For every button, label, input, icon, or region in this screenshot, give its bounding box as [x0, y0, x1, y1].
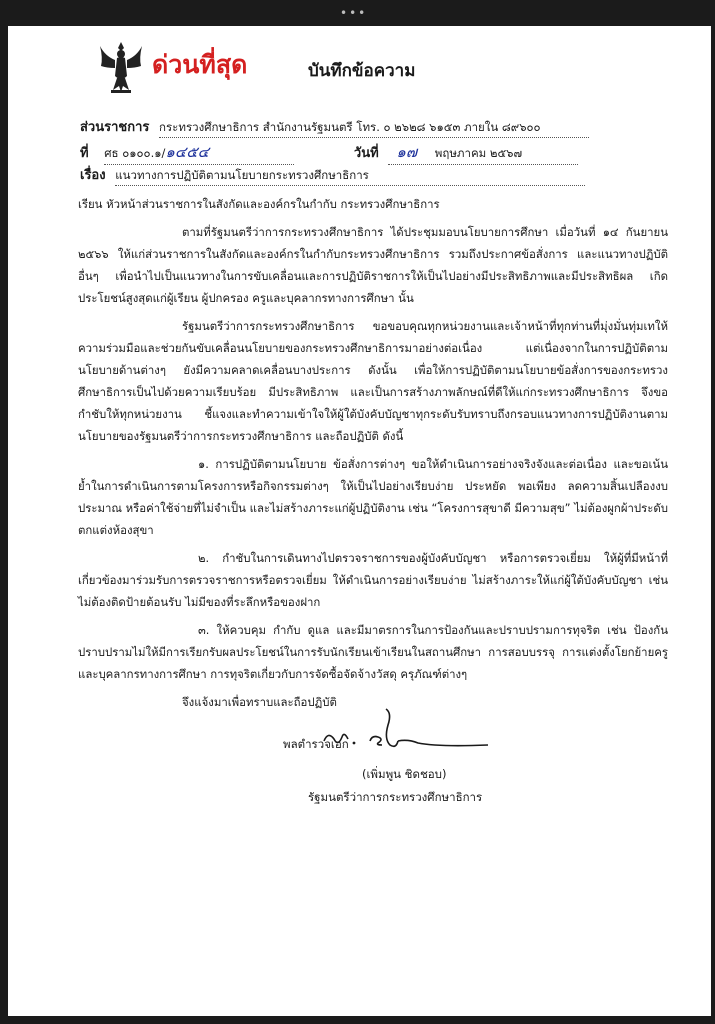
agency-row: [80, 116, 589, 138]
paragraph-item-1: ๑. การปฏิบัติตามนโยบาย ข้อสั่งการต่างๆ ขอให้ดำเนินการอย่างจริงจังและต่อเนื่อง และขอเน้นย้ำในการดำเนินการตามโครงการหรือกิจกรรมต่างๆ ให้เป็นไปอย่างเรียบง่าย ประหยัด พอเพียง ลดความสิ้นเปลืองงบประมาณ หรือค่าใช้จ่ายที่ไม่จำเป็น และไม่สร้างภาระแก่ผู้ปฏิบัติงาน เช่น “โครงการสุขาดี มีความสุข” ไม่ต้องผูกผ้าประดับตกแต่งห้องสุขา: [78, 457, 668, 537]
signatory-position: รัฐมนตรีว่าการกระทรวงศึกษาธิการ: [308, 790, 483, 804]
ref-handwritten: ๑๔๕๔: [165, 143, 209, 161]
handwritten-signature: [318, 705, 498, 755]
subject-label: เรื่อง: [80, 168, 106, 183]
viewer-top-bar: [0, 0, 715, 26]
agency-label: ส่วนราชการ: [80, 120, 150, 135]
agency-value: กระทรวงศึกษาธิการ สำนักงานรัฐมนตรี โทร. ๐ ๒๖๒๘ ๖๑๕๓ ภายใน ๘๙๖๐๐: [159, 119, 589, 138]
more-options-icon[interactable]: •••: [340, 6, 368, 20]
date-label: วันที่: [353, 146, 379, 161]
memo-body: [78, 193, 668, 719]
urgency-stamp: ด่วนที่สุด: [152, 50, 248, 79]
subject-value: แนวทางการปฏิบัติตามนโยบายกระทรวงศึกษาธิการ: [115, 167, 585, 186]
paragraph-2: รัฐมนตรีว่าการกระทรวงศึกษาธิการ ขอขอบคุณทุกหน่วยงานและเจ้าหน้าที่ทุกท่านที่มุ่งมั่นทุ่มเทให้ความร่วมมือและช่วยกันขับเคลื่อนนโยบายของกระทรวงศึกษาธิการมาอย่างต่อเนื่อง แต่เนื่องจากในการปฏิบัติตามนโยบายด้านต่างๆ ยังมีความคลาดเคลื่อนบางประการ ดังนั้น เพื่อให้การปฏิบัติตามนโยบายข้อสั่งการของกระทรวงศึกษาธิการเป็นไปด้วยความเรียบร้อย มีประสิทธิภาพ และเป็นการสร้างภาพลักษณ์ที่ดีให้แก่กระทรวงศึกษาธิการ จึงขอกำชับให้ทุกหน่วยงาน ชี้แจงและทำความเข้าใจให้ผู้ใต้บังคับบัญชาทุกระดับรับทราบถึงกรอบแนวทางการปฏิบัติงานตามนโยบายของรัฐมนตรีว่าการกระทรวงศึกษาธิการ และถือปฏิบัติ ดังนี้: [78, 319, 668, 443]
garuda-emblem-icon: [97, 38, 145, 96]
signatory-name: (เพิ่มพูน ชิดชอบ): [362, 767, 447, 781]
paragraph-1: ตามที่รัฐมนตรีว่าการกระทรวงศึกษาธิการ ได้ประชุมมอบนโยบายการศึกษา เมื่อวันที่ ๑๔ กันยายน ๒๕๖๖ ให้แก่ส่วนราชการในสังกัดและองค์กรในกำกับกระทรวงศึกษาธิการ รวมถึงประกาศข้อสั่งการ และแนวทางปฏิบัติอื่นๆ เพื่อนำไปเป็นแนวทางในการขับเคลื่อนและการปฏิบัติราชการให้เป็นไปอย่างมีประสิทธิภาพและมีประสิทธิผล เกิดประโยชน์สูงสุดแก่ผู้เรียน ผู้ปกครอง ครูและบุคลากรทางการศึกษา นั้น: [78, 225, 668, 305]
subject-row: [80, 164, 585, 186]
paragraph-item-2: ๒. กำชับในการเดินทางไปตรวจราชการของผู้บังคับบัญชา หรือการตรวจเยี่ยม ให้ผู้ที่มีหน้าที่เกี่ยวข้องมาร่วมรับการตรวจราชการหรือตรวจเยี่ยม ให้ดำเนินการอย่างเรียบง่าย ไม่สร้างภาระให้แก่ผู้ใต้บังคับบัญชา เช่น ไม่ต้องติดป้ายต้อนรับ ไม่มีของที่ระลึกหรือของฝาก: [78, 551, 668, 609]
ref-label: ที่: [80, 146, 89, 161]
closing-line: จึงแจ้งมาเพื่อทราบและถือปฏิบัติ: [182, 695, 337, 709]
date-handwritten: ๑๗: [396, 143, 418, 161]
salutation: เรียน หัวหน้าส่วนราชการในสังกัดและองค์กรในกำกับ กระทรวงศึกษาธิการ: [78, 197, 440, 211]
ref-value: ศธ ๐๑๐๐.๑/: [104, 146, 166, 160]
paragraph-item-3: ๓. ให้ควบคุม กำกับ ดูแล และมีมาตรการในการป้องกันและปราบปรามการทุจริต เช่น ป้องกันปราบปรามไม่ให้มีการเรียกรับผลประโยชน์ในการรับนักเรียนเข้าเรียนในสถานศึกษา การสอบบรรจุ การแต่งตั้งโยกย้ายครูและบุคลากรทางการศึกษา การทุจริตเกี่ยวกับการจัดซื้อจัดจ้างวัสดุ ครุภัณฑ์ต่างๆ: [78, 623, 668, 681]
signature-rank: พลตำรวจเอก: [283, 737, 349, 751]
date-value: พฤษภาคม ๒๕๖๗: [434, 146, 523, 160]
ref-row: [80, 140, 578, 165]
memo-title: บันทึกข้อความ: [308, 61, 416, 81]
